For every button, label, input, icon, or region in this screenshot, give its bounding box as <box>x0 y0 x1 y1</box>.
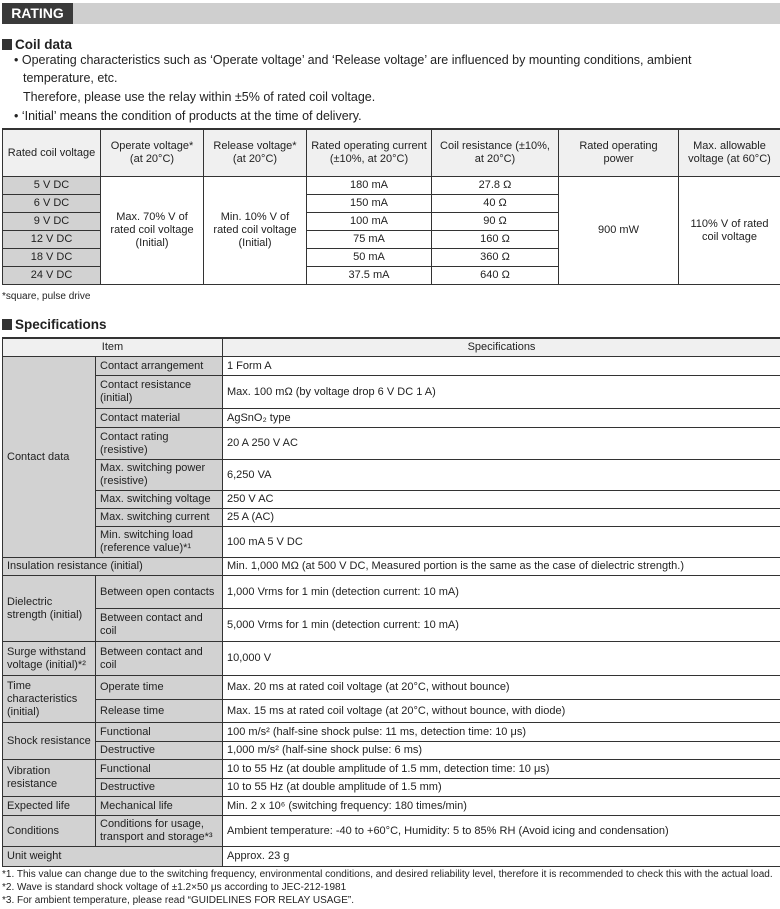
coil-header-cell: Max. allowable voltage (at 60°C) <box>679 129 780 177</box>
spec-value: 100 m/s² (half-sine shock pulse: 11 ms, detection time: 10 μs) <box>223 723 780 742</box>
spec-item-label: Functional <box>96 760 223 779</box>
spec-row <box>3 847 780 867</box>
spec-item-label: Mechanical life <box>96 797 223 816</box>
spec-row <box>3 527 780 558</box>
rated-voltage-cell: 6 V DC <box>3 195 101 213</box>
coil-header-cell: Coil resistance (±10%, at 20°C) <box>432 129 559 177</box>
spec-row <box>3 700 780 723</box>
spec-item-label: Functional <box>96 723 223 742</box>
footnote-2: *2. Wave is standard shock voltage of ±1.2×50 μs according to JEC-212-1981 <box>2 882 347 893</box>
spec-value: 10 to 55 Hz (at double amplitude of 1.5 mm, detection time: 10 μs) <box>223 760 780 779</box>
note-line: • ‘Initial’ means the condition of products at the time of delivery. <box>14 109 362 123</box>
spec-row <box>3 576 780 609</box>
current-cell: 180 mA <box>307 177 432 195</box>
release-voltage-cell: Min. 10% V of rated coil voltage (Initial) <box>204 177 307 285</box>
spec-group-label: Contact data <box>3 357 96 558</box>
spec-header-row <box>3 338 780 357</box>
spec-value: AgSnO₂ type <box>223 409 780 428</box>
spec-group-label: Time characteristics (initial) <box>3 676 96 723</box>
spec-row <box>3 376 780 409</box>
spec-value: 5,000 Vrms for 1 min (detection current: 10 mA) <box>223 609 780 642</box>
footnote-3: *3. For ambient temperature, please read “GUIDELINES FOR RELAY USAGE”. <box>2 895 354 906</box>
spec-item-label: Between contact and coil <box>96 642 223 676</box>
note-line: temperature, etc. <box>23 71 118 85</box>
specifications-table <box>2 337 780 867</box>
section-header-bar <box>2 3 780 24</box>
coil-header-cell: Operate voltage* (at 20°C) <box>101 129 204 177</box>
resistance-cell: 90 Ω <box>432 213 559 231</box>
spec-item-label: Contact rating (resistive) <box>96 428 223 460</box>
note-line: Therefore, please use the relay within ±5% of rated coil voltage. <box>23 90 376 104</box>
spec-row <box>3 816 780 847</box>
coil-heading-text: Coil data <box>15 37 73 52</box>
spec-item-label: Destructive <box>96 742 223 760</box>
spec-row <box>3 723 780 742</box>
rated-voltage-cell: 5 V DC <box>3 177 101 195</box>
spec-value: 6,250 VA <box>223 460 780 491</box>
operate-voltage-cell: Max. 70% V of rated coil voltage (Initial) <box>101 177 204 285</box>
spec-value: Max. 15 ms at rated coil voltage (at 20°C, without bounce, with diode) <box>223 700 780 723</box>
coil-header-cell: Rated operating current (±10%, at 20°C) <box>307 129 432 177</box>
spec-item-label: Between contact and coil <box>96 609 223 642</box>
spec-row <box>3 428 780 460</box>
spec-value: Min. 2 x 10⁶ (switching frequency: 180 times/min) <box>223 797 780 816</box>
coil-header-cell: Rated coil voltage <box>3 129 101 177</box>
spec-item-label: Contact arrangement <box>96 357 223 376</box>
section-title: RATING <box>2 3 73 24</box>
spec-row <box>3 491 780 509</box>
spec-row <box>3 357 780 376</box>
spec-item-label: Min. switching load (reference value)*¹ <box>96 527 223 558</box>
spec-value: 25 A (AC) <box>223 509 780 527</box>
spec-item-label: Max. switching voltage <box>96 491 223 509</box>
spec-row <box>3 609 780 642</box>
coil-row <box>3 177 780 195</box>
spec-row <box>3 642 780 676</box>
spec-group-label: Conditions <box>3 816 96 847</box>
spec-row <box>3 460 780 491</box>
resistance-cell: 640 Ω <box>432 267 559 285</box>
spec-group-label: Expected life <box>3 797 96 816</box>
coil-header-row <box>3 129 780 177</box>
current-cell: 100 mA <box>307 213 432 231</box>
spec-row <box>3 779 780 797</box>
current-cell: 75 mA <box>307 231 432 249</box>
spec-value: Approx. 23 g <box>223 847 780 867</box>
resistance-cell: 27.8 Ω <box>432 177 559 195</box>
specifications-heading <box>2 317 107 332</box>
spec-item-label: Operate time <box>96 676 223 700</box>
spec-row <box>3 409 780 428</box>
spec-item-label: Max. switching current <box>96 509 223 527</box>
coil-header-cell: Release voltage* (at 20°C) <box>204 129 307 177</box>
rated-voltage-cell: 12 V DC <box>3 231 101 249</box>
spec-group-label: Insulation resistance (initial) <box>3 558 223 576</box>
spec-value: 100 mA 5 V DC <box>223 527 780 558</box>
spec-value: 1,000 m/s² (half-sine shock pulse: 6 ms) <box>223 742 780 760</box>
spec-group-label: Shock resistance <box>3 723 96 760</box>
spec-value: 1,000 Vrms for 1 min (detection current: 10 mA) <box>223 576 780 609</box>
square-bullet-icon <box>2 319 12 330</box>
spec-group-label: Unit weight <box>3 847 223 867</box>
spec-value: 10 to 55 Hz (at double amplitude of 1.5 mm) <box>223 779 780 797</box>
note-line: • Operating characteristics such as ‘Operate voltage’ and ‘Release voltage’ are influenced by mounting conditions, ambient <box>14 53 692 67</box>
resistance-cell: 40 Ω <box>432 195 559 213</box>
rated-voltage-cell: 18 V DC <box>3 249 101 267</box>
spec-row <box>3 760 780 779</box>
spec-value: Max. 20 ms at rated coil voltage (at 20°C, without bounce) <box>223 676 780 700</box>
square-bullet-icon <box>2 39 12 50</box>
spec-value: 1 Form A <box>223 357 780 376</box>
spec-item-label: Contact resistance (initial) <box>96 376 223 409</box>
max-voltage-cell: 110% V of rated coil voltage <box>679 177 780 285</box>
spec-row <box>3 676 780 700</box>
coil-data-heading <box>2 37 72 52</box>
spec-group-label: Dielectric strength (initial) <box>3 576 96 642</box>
spec-item-label: Destructive <box>96 779 223 797</box>
spec-item-label: Release time <box>96 700 223 723</box>
spec-row <box>3 742 780 760</box>
spec-row <box>3 797 780 816</box>
spec-heading-text: Specifications <box>15 317 107 332</box>
spec-value: Ambient temperature: -40 to +60°C, Humidity: 5 to 85% RH (Avoid icing and condensation) <box>223 816 780 847</box>
resistance-cell: 160 Ω <box>432 231 559 249</box>
header-item: Item <box>3 338 223 357</box>
spec-group-label: Surge withstand voltage (initial)*² <box>3 642 96 676</box>
coil-header-cell: Rated operating power <box>559 129 679 177</box>
spec-value: 250 V AC <box>223 491 780 509</box>
spec-item-label: Max. switching power (resistive) <box>96 460 223 491</box>
coil-footnote: *square, pulse drive <box>2 291 91 302</box>
spec-value: Max. 100 mΩ (by voltage drop 6 V DC 1 A) <box>223 376 780 409</box>
spec-value: 20 A 250 V AC <box>223 428 780 460</box>
spec-row <box>3 558 780 576</box>
spec-value: 10,000 V <box>223 642 780 676</box>
current-cell: 150 mA <box>307 195 432 213</box>
power-cell: 900 mW <box>559 177 679 285</box>
spec-item-label: Contact material <box>96 409 223 428</box>
spec-row <box>3 509 780 527</box>
spec-item-label: Conditions for usage, transport and storage*³ <box>96 816 223 847</box>
footnote-1: *1. This value can change due to the switching frequency, environmental conditions, and desired reliability level, therefore it is recommended to check this with the actual load. <box>2 869 773 880</box>
spec-value: Min. 1,000 MΩ (at 500 V DC, Measured portion is the same as the case of dielectric strength.) <box>223 558 780 576</box>
coil-data-table <box>2 128 780 285</box>
spec-item-label: Between open contacts <box>96 576 223 609</box>
spec-group-label: Vibration resistance <box>3 760 96 797</box>
resistance-cell: 360 Ω <box>432 249 559 267</box>
current-cell: 50 mA <box>307 249 432 267</box>
rated-voltage-cell: 24 V DC <box>3 267 101 285</box>
current-cell: 37.5 mA <box>307 267 432 285</box>
rated-voltage-cell: 9 V DC <box>3 213 101 231</box>
header-specifications: Specifications <box>223 338 780 357</box>
